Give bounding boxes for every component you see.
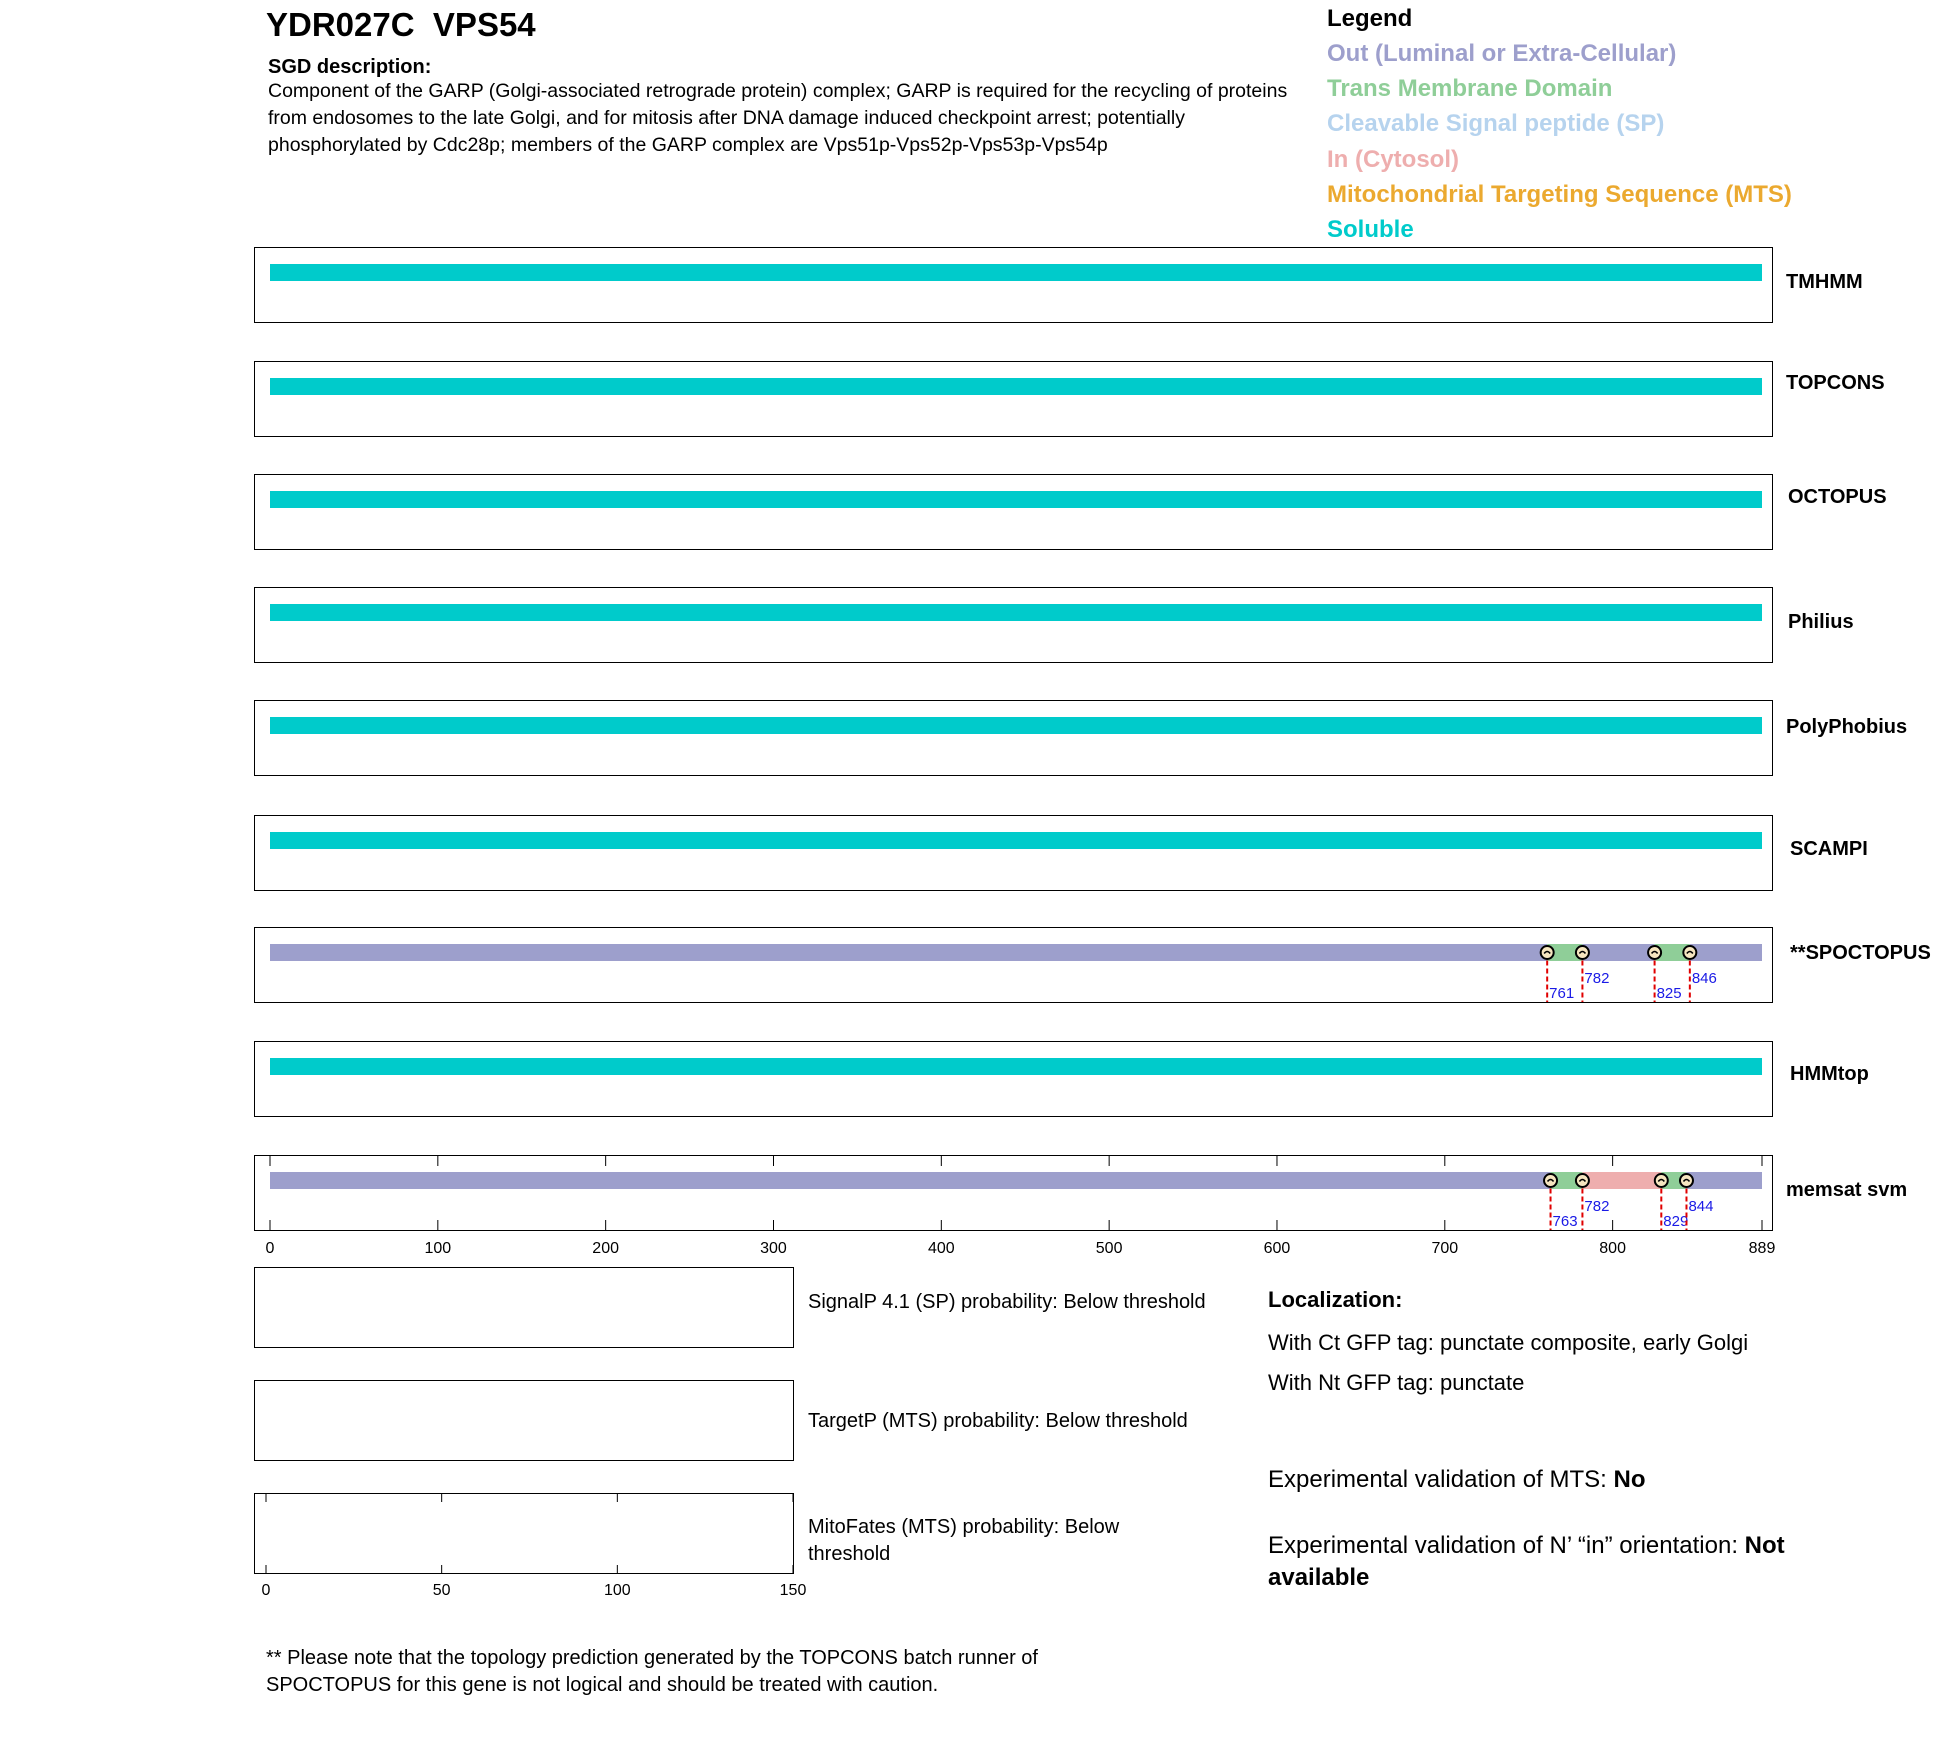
boundary-marker — [1576, 1174, 1589, 1187]
validation-mts-value: No — [1613, 1466, 1646, 1493]
segment-soluble — [270, 717, 1762, 734]
segment-out — [1582, 944, 1654, 961]
track-frame — [255, 475, 1773, 550]
legend-out: Out (Luminal or Extra-Cellular) — [1327, 40, 1677, 67]
track-label-tmhmm: TMHMM — [1786, 271, 1863, 293]
track-frame — [255, 816, 1773, 891]
track-frame — [255, 248, 1773, 323]
validation-mts-label: Experimental validation of MTS: — [1268, 1466, 1614, 1493]
track-label-hmmtop: HMMtop — [1790, 1063, 1869, 1085]
boundary-label: 761 — [1549, 985, 1575, 1002]
track-frame — [255, 1042, 1773, 1117]
track-frame — [255, 1156, 1773, 1231]
segment-out — [1686, 1172, 1762, 1189]
boundary-marker — [1683, 946, 1696, 959]
validation-orientation-value: Not available — [1268, 1532, 1785, 1591]
boundary-marker — [1544, 1174, 1557, 1187]
prob-x-tick-label: 100 — [603, 1582, 631, 1599]
localization-ct-gfp: With Ct GFP tag: punctate composite, early Golgi — [1268, 1330, 1749, 1355]
x-tick-label: 800 — [1599, 1240, 1626, 1257]
validation-orientation — [1268, 1530, 1848, 1594]
boundary-marker — [1576, 946, 1589, 959]
x-tick-label: 300 — [760, 1240, 787, 1257]
track-label-memsat: memsat svm — [1786, 1179, 1908, 1201]
segment-out — [1690, 944, 1762, 961]
sgd-description: Component of the GARP (Golgi-associated retrograde protein) complex; GARP is required for the recycling of proteins from endosomes to the late Golgi, and for mitosis after DNA damage induced checkpoint arrest; potentially phosphorylated by Cdc28p; members of the GARP complex are Vps51p-Vps52p-Vps53p-Vps54p — [268, 80, 1288, 156]
legend-sp: Cleavable Signal peptide (SP) — [1327, 110, 1665, 137]
segment-soluble — [270, 832, 1762, 849]
segment-out — [270, 1172, 1551, 1189]
track-label-scampi: SCAMPI — [1790, 838, 1868, 860]
validation-orientation-label: Experimental validation of N’ “in” orientation: — [1268, 1532, 1745, 1559]
track-label-polyphobius: PolyPhobius — [1786, 716, 1908, 738]
segment-in — [1582, 1172, 1661, 1189]
validation-mts — [1268, 1464, 1848, 1496]
mitofates-label: MitoFates (MTS) probability: Below threshold — [808, 1516, 1120, 1565]
track-frame — [255, 701, 1773, 776]
targetp-label: TargetP (MTS) probability: Below threshold — [808, 1410, 1188, 1432]
boundary-label: 825 — [1656, 985, 1682, 1002]
prob-x-tick-label: 50 — [432, 1582, 451, 1599]
boundary-marker — [1648, 946, 1661, 959]
track-frame — [255, 928, 1773, 1003]
legend-title: Legend — [1327, 5, 1413, 32]
segment-soluble — [270, 264, 1762, 281]
track-label-spoctopus: **SPOCTOPUS — [1790, 942, 1931, 964]
x-tick-label: 889 — [1748, 1240, 1776, 1257]
boundary-label: 829 — [1663, 1213, 1689, 1230]
page-title — [266, 6, 536, 44]
track-frame — [255, 362, 1773, 437]
x-tick-label: 500 — [1095, 1240, 1123, 1257]
localization-nt-gfp: With Nt GFP tag: punctate — [1268, 1370, 1525, 1395]
signalp-label: SignalP 4.1 (SP) probability: Below threshold — [808, 1291, 1206, 1313]
localization-title: Localization: — [1268, 1287, 1403, 1312]
probability-panel-frame — [255, 1268, 794, 1348]
gene-id: YDR027C — [266, 6, 415, 43]
prob-x-tick-label: 0 — [261, 1582, 271, 1599]
boundary-marker — [1655, 1174, 1668, 1187]
boundary-label: 844 — [1688, 1198, 1714, 1215]
x-tick-label: 600 — [1263, 1240, 1291, 1257]
segment-soluble — [270, 378, 1762, 395]
boundary-label: 846 — [1691, 970, 1717, 987]
segment-soluble — [270, 491, 1762, 508]
segment-soluble — [270, 604, 1762, 621]
track-frame — [255, 588, 1773, 663]
prob-x-tick-label: 150 — [779, 1582, 807, 1599]
boundary-label: 763 — [1552, 1213, 1578, 1230]
footnote: ** Please note that the topology prediction generated by the TOPCONS batch runner of SPOCTOPUS for this gene is not logical and should be treated with caution. — [266, 1647, 1038, 1696]
legend-tm: Trans Membrane Domain — [1327, 75, 1613, 102]
legend-soluble: Soluble — [1327, 216, 1414, 243]
track-label-octopus: OCTOPUS — [1788, 486, 1887, 508]
x-tick-label: 700 — [1431, 1240, 1459, 1257]
probability-panel-frame — [255, 1381, 794, 1461]
track-label-philius: Philius — [1788, 611, 1854, 633]
probability-panel-frame — [255, 1494, 794, 1574]
x-tick-label: 100 — [424, 1240, 452, 1257]
x-tick-label: 400 — [927, 1240, 955, 1257]
legend-mts: Mitochondrial Targeting Sequence (MTS) — [1327, 181, 1792, 208]
x-tick-label: 200 — [592, 1240, 620, 1257]
track-label-topcons: TOPCONS — [1786, 372, 1885, 394]
boundary-label: 782 — [1584, 970, 1610, 987]
boundary-label: 782 — [1584, 1198, 1610, 1215]
legend-in: In (Cytosol) — [1327, 146, 1459, 173]
segment-soluble — [270, 1058, 1762, 1075]
boundary-marker — [1541, 946, 1554, 959]
boundary-marker — [1680, 1174, 1693, 1187]
sgd-label: SGD description: — [268, 56, 432, 78]
segment-out — [270, 944, 1547, 961]
x-tick-label: 0 — [265, 1240, 275, 1257]
gene-name: VPS54 — [432, 6, 536, 43]
